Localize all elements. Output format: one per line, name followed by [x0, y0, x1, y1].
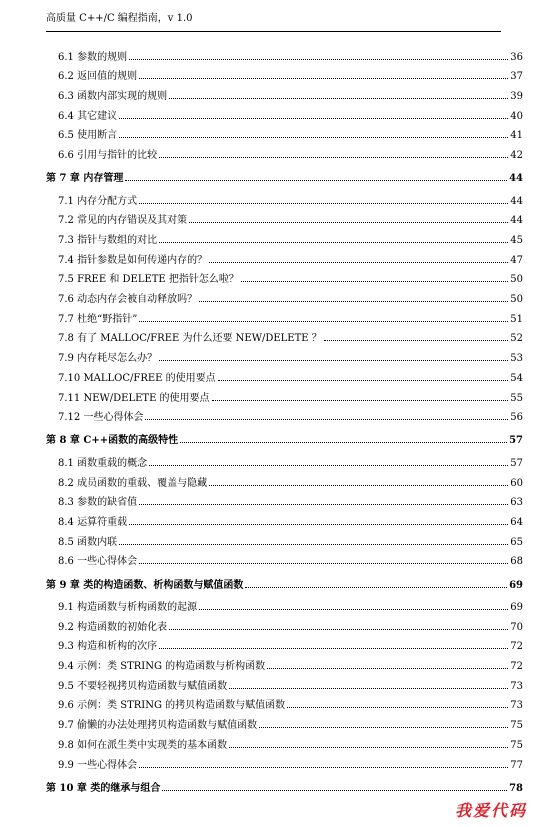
toc-entry-title: 7.9 内存耗尽怎么办？	[58, 353, 158, 365]
toc-page-number: 50	[510, 294, 523, 306]
toc-page-number: 53	[510, 353, 523, 365]
dot-leader	[159, 360, 508, 361]
toc-section-entry[interactable]	[46, 756, 523, 776]
toc-section-entry[interactable]	[46, 251, 523, 271]
dot-leader	[119, 544, 508, 545]
dot-leader	[159, 157, 508, 158]
toc-page-number: 36	[510, 51, 523, 63]
dot-leader	[241, 281, 508, 282]
toc-entry-title: 7.3 指针与数组的对比	[58, 235, 158, 246]
toc-entry-title: 7.11 NEW/DELETE 的使用要点	[58, 392, 210, 404]
toc-section-entry[interactable]	[46, 350, 523, 370]
toc-section-entry[interactable]	[46, 513, 523, 533]
toc-entry-title: 9.5 不要轻视拷贝构造函数与赋值函数	[58, 680, 228, 692]
toc-section-entry[interactable]	[46, 658, 523, 678]
toc-entry-title: 第 7 章 内存管理	[46, 173, 124, 185]
toc-page-number: 78	[509, 782, 523, 794]
toc-entry-title: 6.6 引用与指针的比较	[58, 149, 158, 161]
toc-page-number: 56	[510, 412, 523, 424]
toc-page-number: 63	[510, 497, 523, 509]
toc-section-entry[interactable]	[46, 87, 523, 107]
toc-section-entry[interactable]	[46, 717, 523, 737]
toc-page-number: 47	[510, 254, 523, 266]
toc-entry-title: 7.10 MALLOC/FREE 的使用要点	[58, 372, 216, 384]
toc-entry-title: 8.3 参数的缺省值	[58, 497, 138, 509]
toc-page-number: 65	[510, 536, 523, 548]
dot-leader	[145, 419, 508, 420]
dot-leader	[159, 242, 508, 243]
toc-page-number: 70	[510, 621, 523, 633]
toc-entry-title: 8.1 函数重载的概念	[58, 457, 148, 469]
dot-leader	[324, 340, 509, 341]
toc-entry-title: 9.8 如何在派生类中实现类的基本函数	[58, 739, 228, 751]
toc-section-entry[interactable]	[46, 389, 523, 409]
toc-section-entry[interactable]	[46, 127, 523, 147]
toc-page-number: 64	[510, 516, 523, 528]
dot-leader	[169, 629, 508, 630]
toc-section-entry[interactable]	[46, 677, 523, 697]
dot-leader	[259, 727, 508, 728]
toc-page-number: 50	[510, 274, 523, 286]
toc-page-number: 73	[510, 700, 523, 712]
toc-entry-title: 6.1 参数的规则	[58, 51, 128, 63]
toc-entry-title: 9.4 示例：类 STRING 的构造函数与析构函数	[58, 661, 266, 673]
toc-section-entry[interactable]	[46, 212, 523, 232]
toc-entry-title: 第 9 章 类的构造函数、析构函数与赋值函数	[46, 579, 244, 591]
toc-page-number: 75	[510, 720, 523, 732]
toc-entry-title: 7.8 有了 MALLOC/FREE 为什么还要 NEW/DELETE ？	[58, 333, 322, 345]
dot-leader	[149, 465, 508, 466]
toc-page-number: 55	[510, 392, 523, 404]
toc-entry-title: 第 8 章 C++函数的高级特性	[46, 435, 179, 447]
dot-leader	[209, 485, 508, 486]
toc-chapter-entry[interactable]	[46, 776, 523, 802]
dot-leader	[139, 78, 508, 79]
toc-page-number: 77	[510, 759, 523, 771]
toc-entry-title: 7.6 动态内存会被自动释放吗？	[58, 294, 198, 306]
toc-page-number: 51	[510, 313, 523, 325]
toc-entry-title: 6.2 返回值的规则	[58, 71, 138, 83]
dot-leader	[169, 98, 508, 99]
dot-leader	[119, 137, 508, 138]
toc-entry-title: 9.1 构造函数与析构函数的起源	[58, 602, 198, 613]
toc-section-entry[interactable]	[46, 232, 523, 252]
toc-section-entry[interactable]	[46, 291, 523, 311]
dot-leader	[180, 442, 507, 443]
toc-section-entry[interactable]	[46, 638, 523, 658]
toc-entry-title: 9.9 一些心得体会	[58, 759, 138, 771]
toc-entry-title: 7.1 内存分配方式	[58, 195, 138, 207]
toc-section-entry[interactable]	[46, 599, 523, 619]
toc-page-number: 57	[509, 435, 523, 447]
toc-entry-title: 7.2 常见的内存错误及其对策	[58, 215, 188, 227]
dot-leader	[125, 180, 507, 181]
toc-page-number: 72	[510, 641, 523, 653]
toc-section-entry[interactable]	[46, 454, 523, 474]
toc-page-number: 57	[510, 457, 523, 469]
dot-leader	[139, 321, 508, 322]
toc-section-entry[interactable]	[46, 48, 523, 68]
toc-entry-title: 7.4 指针参数是如何传递内存的？	[58, 254, 208, 266]
header-title: 高质量 C++/C 编程指南，v 1.0	[46, 13, 193, 24]
toc-page-number: 44	[509, 173, 523, 185]
toc-entry-title: 8.4 运算符重载	[58, 516, 128, 528]
dot-leader	[129, 59, 508, 60]
toc-entry-title: 8.5 函数内联	[58, 536, 118, 548]
toc-entry-title: 6.4 其它建议	[58, 110, 118, 122]
toc-entry-title: 第 10 章 类的继承与组合	[46, 782, 161, 794]
toc-page-number: 40	[510, 110, 523, 122]
dot-leader	[162, 790, 507, 791]
dot-leader	[129, 524, 508, 525]
toc-page-number: 69	[510, 602, 523, 613]
dot-leader	[209, 262, 508, 263]
toc-section-entry[interactable]	[46, 192, 523, 212]
toc-section-entry[interactable]	[46, 618, 523, 638]
toc-entry-title: 7.7 杜绝“野指针”	[58, 313, 138, 325]
dot-leader	[159, 648, 508, 649]
toc-section-entry[interactable]	[46, 146, 523, 166]
toc-section-entry[interactable]	[46, 697, 523, 717]
dot-leader	[139, 563, 508, 564]
toc-section-entry[interactable]	[46, 494, 523, 514]
toc-section-entry[interactable]	[46, 330, 523, 350]
toc-section-entry[interactable]	[46, 310, 523, 330]
toc-page-number: 69	[509, 579, 523, 591]
toc-section-entry[interactable]	[46, 409, 523, 429]
dot-leader	[199, 301, 508, 302]
toc-section-entry[interactable]	[46, 474, 523, 494]
toc-entry-title: 9.7 偷懒的办法处理拷贝构造函数与赋值函数	[58, 720, 258, 732]
page-header	[46, 11, 501, 32]
dot-leader	[229, 747, 508, 748]
toc-page-number: 45	[510, 235, 523, 246]
table-of-contents	[46, 48, 523, 802]
toc-entry-title: 7.5 FREE 和 DELETE 把指针怎么啦？	[58, 274, 239, 286]
dot-leader	[218, 380, 509, 381]
toc-section-entry[interactable]	[46, 736, 523, 756]
toc-page-number: 72	[510, 661, 523, 673]
toc-page-number: 41	[510, 130, 523, 142]
toc-section-entry[interactable]	[46, 107, 523, 127]
toc-page-number: 73	[510, 680, 523, 692]
toc-page-number: 37	[510, 71, 523, 83]
watermark-logo: 我爱代码	[454, 801, 527, 820]
toc-page-number: 75	[510, 739, 523, 751]
toc-section-entry[interactable]	[46, 271, 523, 291]
toc-entry-title: 9.3 构造和析构的次序	[58, 641, 158, 653]
toc-page-number: 68	[510, 556, 523, 568]
toc-chapter-entry[interactable]	[46, 573, 523, 599]
dot-leader	[267, 668, 508, 669]
toc-page-number: 44	[510, 195, 523, 207]
toc-page-number: 54	[510, 372, 523, 384]
toc-entry-title: 8.6 一些心得体会	[58, 556, 138, 568]
toc-section-entry[interactable]	[46, 68, 523, 88]
toc-entry-title: 8.2 成员函数的重载、覆盖与隐藏	[58, 477, 208, 489]
dot-leader	[199, 609, 508, 610]
toc-section-entry[interactable]	[46, 553, 523, 573]
dot-leader	[139, 203, 508, 204]
dot-leader	[139, 504, 508, 505]
dot-leader	[189, 222, 508, 223]
dot-leader	[245, 587, 507, 588]
toc-entry-title: 7.12 一些心得体会	[58, 412, 144, 424]
dot-leader	[139, 767, 508, 768]
toc-entry-title: 9.6 示例：类 STRING 的拷贝构造函数与赋值函数	[58, 700, 286, 712]
toc-chapter-entry[interactable]	[46, 166, 523, 192]
toc-section-entry[interactable]	[46, 533, 523, 553]
toc-entry-title: 6.3 函数内部实现的规则	[58, 90, 168, 102]
dot-leader	[229, 688, 508, 689]
toc-entry-title: 9.2 构造函数的初始化表	[58, 621, 168, 633]
dot-leader	[287, 707, 508, 708]
toc-chapter-entry[interactable]	[46, 428, 523, 454]
toc-page-number: 44	[510, 215, 523, 227]
toc-section-entry[interactable]	[46, 369, 523, 389]
toc-page-number: 39	[510, 90, 523, 102]
dot-leader	[212, 400, 509, 401]
toc-page-number: 52	[510, 333, 523, 345]
dot-leader	[119, 118, 508, 119]
toc-page-number: 60	[510, 477, 523, 489]
toc-entry-title: 6.5 使用断言	[58, 130, 118, 142]
toc-page-number: 42	[510, 149, 523, 161]
